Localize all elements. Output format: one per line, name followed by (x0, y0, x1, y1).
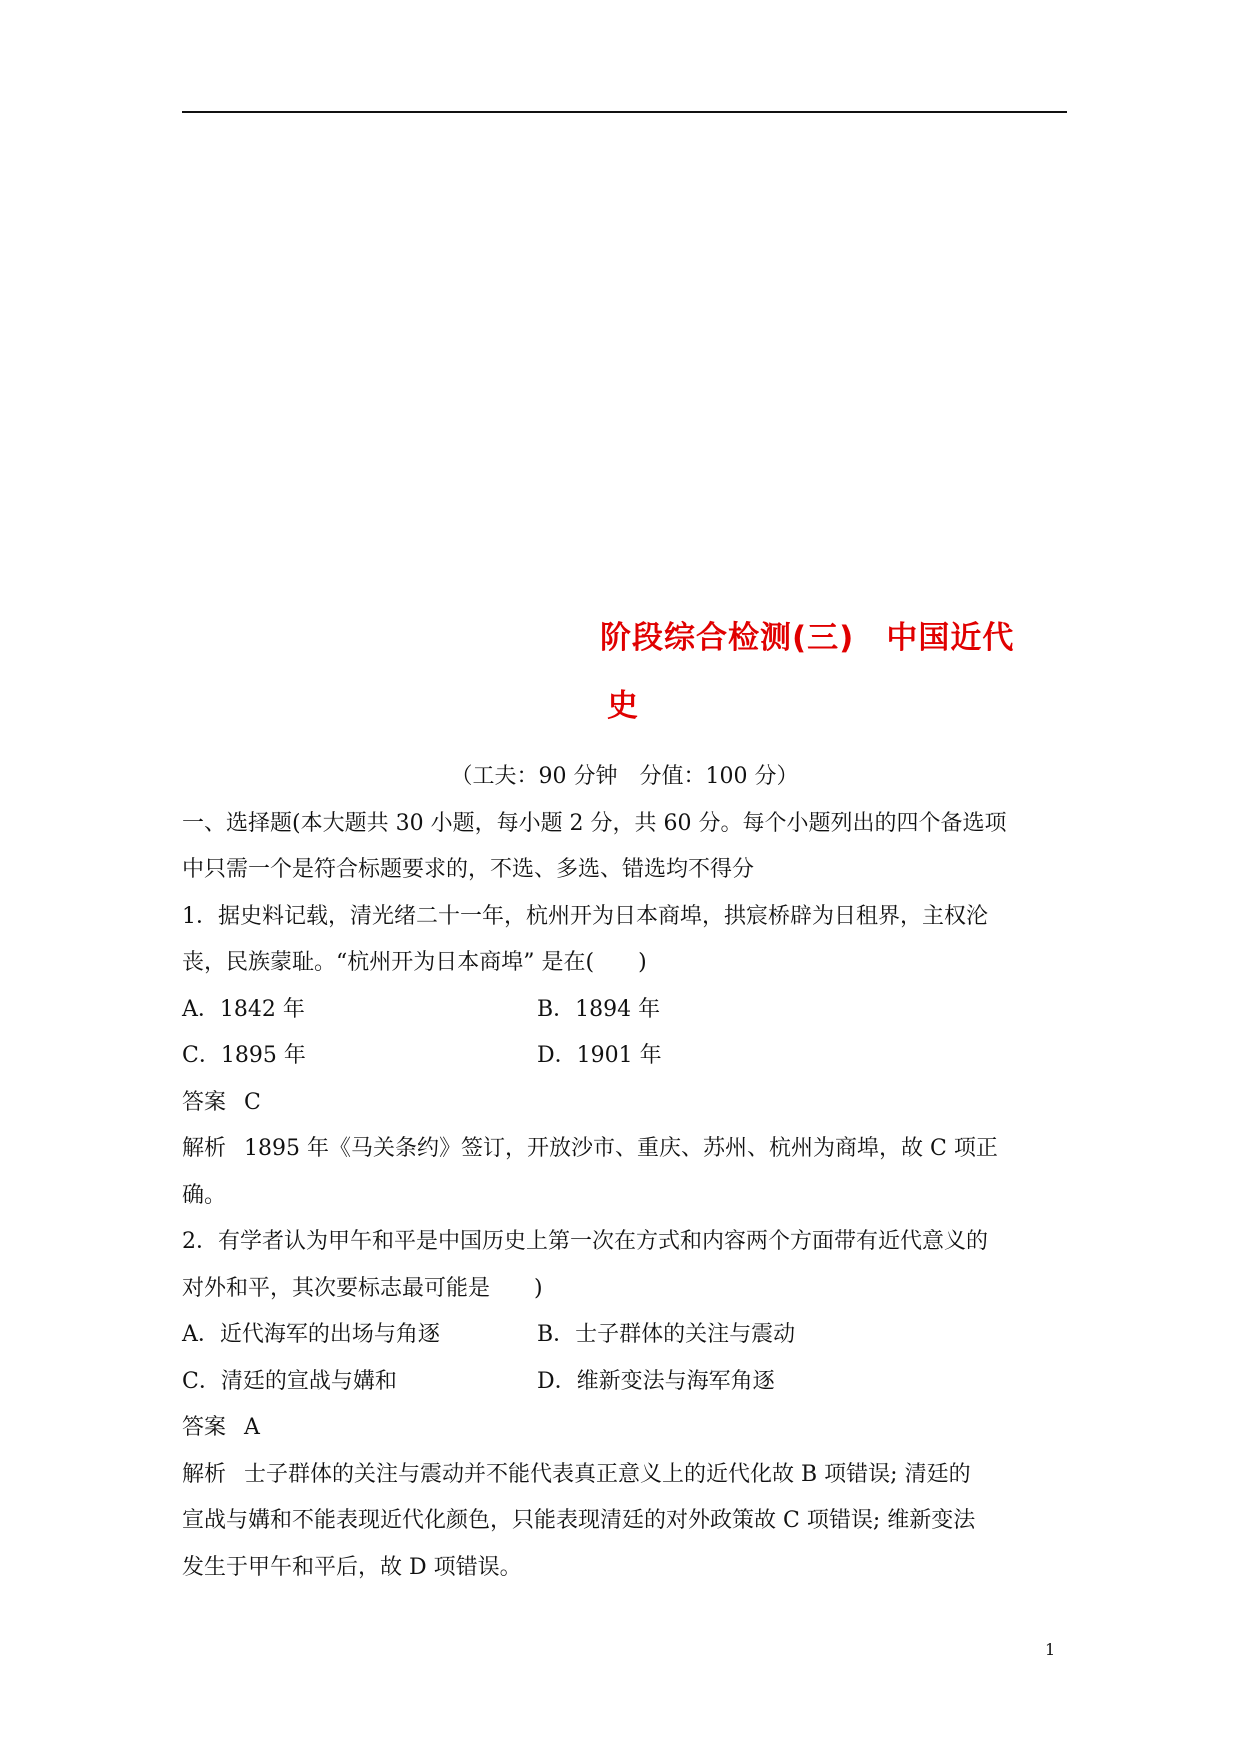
answer-label: 答案 (182, 1090, 227, 1115)
question-2-option-b: B．士子群体的关注与震动 (537, 1322, 796, 1347)
question-1-option-a: A．1842 年 (182, 997, 305, 1022)
section-heading-continued: 中只需一个是符合标题要求的，不选、多选、错选均不得分 (182, 857, 755, 882)
question-1-stem-continued: 丧，民族蒙耻。“杭州开为日本商埠” 是在( ) (182, 950, 647, 975)
section-heading: 一、选择题(本大题共 30 小题，每小题 2 分，共 60 分。每个小题列出的四个备选项 (182, 811, 1007, 836)
question-2-stem: 2．有学者认为甲午和平是中国历史上第一次在方式和内容两个方面带有近代意义的 (182, 1229, 988, 1254)
question-1-analysis (182, 1134, 998, 1164)
analysis-text: 1895 年《马关条约》签订，开放沙市、重庆、苏州、杭州为商埠，故 C 项正 (244, 1136, 998, 1161)
page-title: 阶段综合检测(三) 中国近代 (600, 620, 1015, 656)
question-2-analysis-continued: 宣战与媾和不能表现近代化颜色，只能表现清廷的对外政策故 C 项错误; 维新变法 (182, 1508, 976, 1533)
question-2-analysis (182, 1460, 971, 1490)
question-1-answer (182, 1088, 261, 1118)
question-2-option-a: A．近代海军的出场与角逐 (182, 1322, 440, 1347)
answer-label: 答案 (182, 1415, 227, 1440)
question-1-stem: 1．据史料记载，清光绪二十一年，杭州开为日本商埠，拱宸桥辟为日租界，主权沦 (182, 904, 988, 929)
analysis-label: 解析 (182, 1462, 227, 1487)
question-1-option-b: B．1894 年 (537, 997, 661, 1022)
page-title-continued: 史 (607, 688, 638, 724)
question-2-analysis-continued-2: 发生于甲午和平后，故 D 项错误。 (182, 1555, 522, 1580)
question-1-option-d: D．1901 年 (537, 1043, 662, 1068)
question-2-option-c: C．清廷的宣战与媾和 (182, 1369, 397, 1394)
exam-meta: （工夫：90 分钟 分值：100 分） (450, 764, 799, 789)
header-rule (182, 111, 1067, 113)
question-2-option-d: D．维新变法与海军角逐 (537, 1369, 775, 1394)
question-1-analysis-continued: 确。 (182, 1183, 227, 1208)
question-2-stem-continued: 对外和平，其次要标志最可能是 ) (182, 1276, 543, 1301)
analysis-label: 解析 (182, 1136, 227, 1161)
question-2-answer (182, 1413, 260, 1443)
answer-value: C (244, 1090, 261, 1115)
analysis-text: 士子群体的关注与震动并不能代表真正意义上的近代化故 B 项错误; 清廷的 (244, 1462, 971, 1487)
question-1-option-c: C．1895 年 (182, 1043, 306, 1068)
page-number: 1 (1045, 1640, 1056, 1659)
answer-value: A (244, 1415, 260, 1440)
